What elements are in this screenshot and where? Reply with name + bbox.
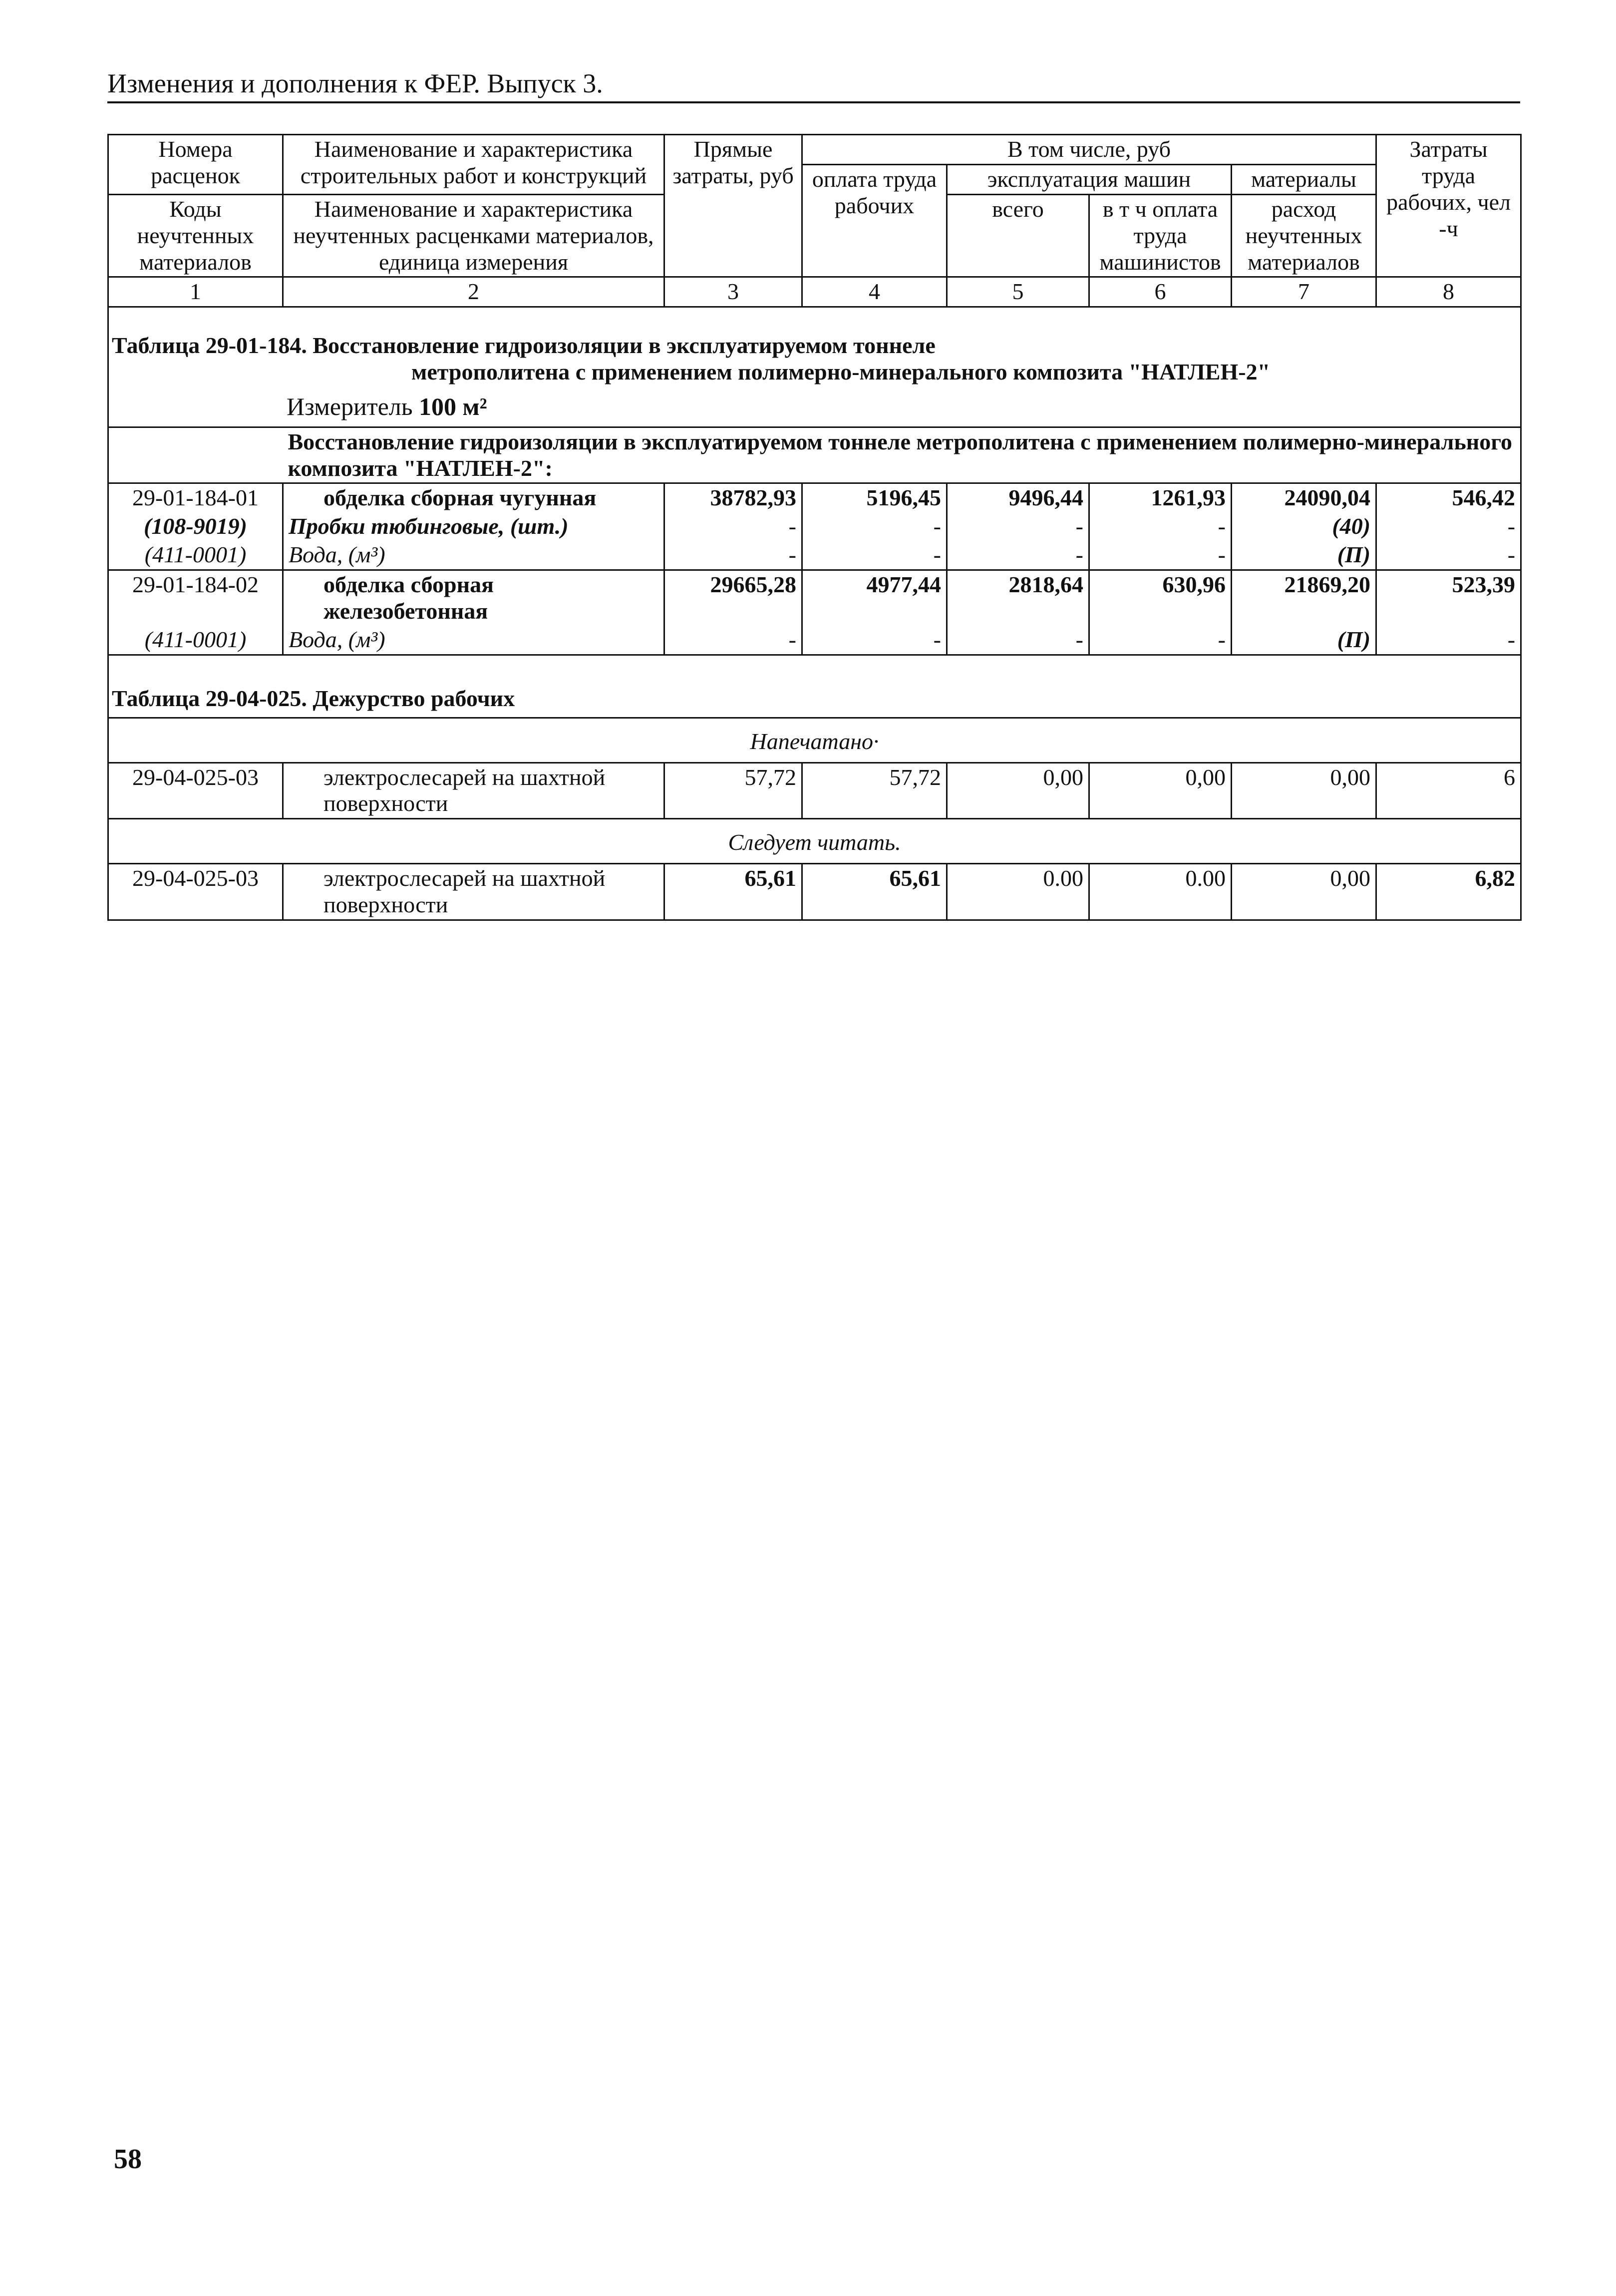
should-read-label: Следует читать. bbox=[108, 819, 1521, 864]
direct-cost: 38782,93 bbox=[664, 483, 802, 512]
material-consumption: (П) bbox=[1232, 626, 1376, 655]
labor-hours: - bbox=[1376, 626, 1521, 655]
material-consumption: (40) bbox=[1232, 512, 1376, 541]
machine-total: 2818,64 bbox=[947, 570, 1089, 626]
labor-hours: - bbox=[1376, 512, 1521, 541]
worker-pay: 57,72 bbox=[802, 763, 947, 819]
labor-hours: 6 bbox=[1376, 763, 1521, 819]
header-material-consumption: расход неучтенных материалов bbox=[1232, 194, 1376, 277]
header-including: В том числе, руб bbox=[802, 135, 1376, 165]
table-row bbox=[108, 483, 1521, 512]
worker-pay: 65,61 bbox=[802, 864, 947, 920]
machine-total: 0,00 bbox=[947, 763, 1089, 819]
column-number: 8 bbox=[1376, 277, 1521, 307]
header-labor-hours: Затраты труда рабочих, чел -ч bbox=[1376, 135, 1521, 277]
column-number: 1 bbox=[108, 277, 283, 307]
rate-name: обделка сборная чугунная bbox=[283, 483, 664, 512]
column-number: 2 bbox=[283, 277, 664, 307]
worker-pay: - bbox=[802, 512, 947, 541]
table-row bbox=[108, 864, 1521, 920]
table-row bbox=[108, 570, 1521, 626]
machine-total: - bbox=[947, 512, 1089, 541]
direct-cost: - bbox=[664, 512, 802, 541]
table1-title: Таблица 29-01-184. Восстановление гидроизоляции в эксплуатируемом тоннеле bbox=[112, 333, 936, 359]
rates-table bbox=[107, 134, 1522, 921]
header-machine-operation: эксплуатация машин bbox=[947, 164, 1232, 194]
header-worker-pay: оплата труда рабочих bbox=[802, 164, 947, 277]
rate-code: 29-04-025-03 bbox=[108, 864, 283, 920]
table1-title-block bbox=[108, 307, 1521, 427]
header-direct-costs: Прямые затраты, руб bbox=[664, 135, 802, 277]
column-number: 4 bbox=[802, 277, 947, 307]
column-number: 3 bbox=[664, 277, 802, 307]
header-materials: материалы bbox=[1232, 164, 1376, 194]
column-number: 6 bbox=[1089, 277, 1232, 307]
direct-cost: 57,72 bbox=[664, 763, 802, 819]
table1-subtitle: Восстановление гидроизоляции в эксплуатируемом тоннеле метрополитена с применением полимерно-минерального композита "НАТЛЕН-2": bbox=[283, 427, 1521, 483]
machine-total: 9496,44 bbox=[947, 483, 1089, 512]
header-operator-pay: в т ч оплата труда машинистов bbox=[1089, 194, 1232, 277]
table-row bbox=[108, 512, 1521, 541]
material-code: (411-0001) bbox=[108, 541, 283, 570]
material-consumption: (П) bbox=[1232, 541, 1376, 570]
labor-hours: - bbox=[1376, 541, 1521, 570]
page-number: 58 bbox=[114, 2144, 142, 2175]
column-number: 5 bbox=[947, 277, 1089, 307]
rate-name: электрослесарей на шахтной поверхности bbox=[283, 864, 664, 920]
machine-total: - bbox=[947, 541, 1089, 570]
operator-pay: 630,96 bbox=[1089, 570, 1232, 626]
material-cost: 0,00 bbox=[1232, 864, 1376, 920]
machine-total: - bbox=[947, 626, 1089, 655]
worker-pay: - bbox=[802, 541, 947, 570]
worker-pay: 4977,44 bbox=[802, 570, 947, 626]
column-numbers-row bbox=[108, 277, 1521, 307]
material-name: Вода, (м³) bbox=[283, 541, 664, 570]
table-row bbox=[108, 541, 1521, 570]
measure-label: Измеритель bbox=[287, 392, 413, 421]
operator-pay: 0,00 bbox=[1089, 763, 1232, 819]
table1-title-continued: метрополитена с применением полимерно-минерального композита "НАТЛЕН-2" bbox=[411, 359, 1271, 385]
material-cost: 0,00 bbox=[1232, 763, 1376, 819]
labor-hours: 523,39 bbox=[1376, 570, 1521, 626]
material-name: Пробки тюбинговые, (шт.) bbox=[283, 512, 664, 541]
direct-cost: 29665,28 bbox=[664, 570, 802, 626]
direct-cost: - bbox=[664, 541, 802, 570]
header-work-name: Наименование и характеристика строительных работ и конструкций bbox=[283, 135, 664, 195]
measure-value: 100 м² bbox=[419, 392, 487, 421]
rate-name: электрослесарей на шахтной поверхности bbox=[283, 763, 664, 819]
printed-label: Напечатано· bbox=[108, 718, 1521, 763]
rate-code: 29-01-184-01 bbox=[108, 483, 283, 512]
header-material-codes: Коды неучтенных материалов bbox=[108, 194, 283, 277]
operator-pay: - bbox=[1089, 541, 1232, 570]
direct-cost: - bbox=[664, 626, 802, 655]
operator-pay: 1261,93 bbox=[1089, 483, 1232, 512]
worker-pay: - bbox=[802, 626, 947, 655]
worker-pay: 5196,45 bbox=[802, 483, 947, 512]
rate-name: обделка сборная железобетонная bbox=[283, 570, 664, 626]
labor-hours: 6,82 bbox=[1376, 864, 1521, 920]
operator-pay: 0.00 bbox=[1089, 864, 1232, 920]
page-header: Изменения и дополнения к ФЕР. Выпуск 3. bbox=[107, 69, 1520, 103]
rate-code: 29-04-025-03 bbox=[108, 763, 283, 819]
material-cost: 24090,04 bbox=[1232, 483, 1376, 512]
header-material-name: Наименование и характеристика неучтенных расценками материалов, единица измерения bbox=[283, 194, 664, 277]
material-cost: 21869,20 bbox=[1232, 570, 1376, 626]
table-row bbox=[108, 763, 1521, 819]
operator-pay: - bbox=[1089, 626, 1232, 655]
machine-total: 0.00 bbox=[947, 864, 1089, 920]
table-row bbox=[108, 626, 1521, 655]
header-rate-numbers: Номера расценок bbox=[108, 135, 283, 195]
direct-cost: 65,61 bbox=[664, 864, 802, 920]
material-code: (411-0001) bbox=[108, 626, 283, 655]
material-code: (108-9019) bbox=[108, 512, 283, 541]
column-number: 7 bbox=[1232, 277, 1376, 307]
header-machine-total: всего bbox=[947, 194, 1089, 277]
labor-hours: 546,42 bbox=[1376, 483, 1521, 512]
rate-code: 29-01-184-02 bbox=[108, 570, 283, 626]
operator-pay: - bbox=[1089, 512, 1232, 541]
table2-title: Таблица 29-04-025. Дежурство рабочих bbox=[108, 655, 1521, 718]
material-name: Вода, (м³) bbox=[283, 626, 664, 655]
